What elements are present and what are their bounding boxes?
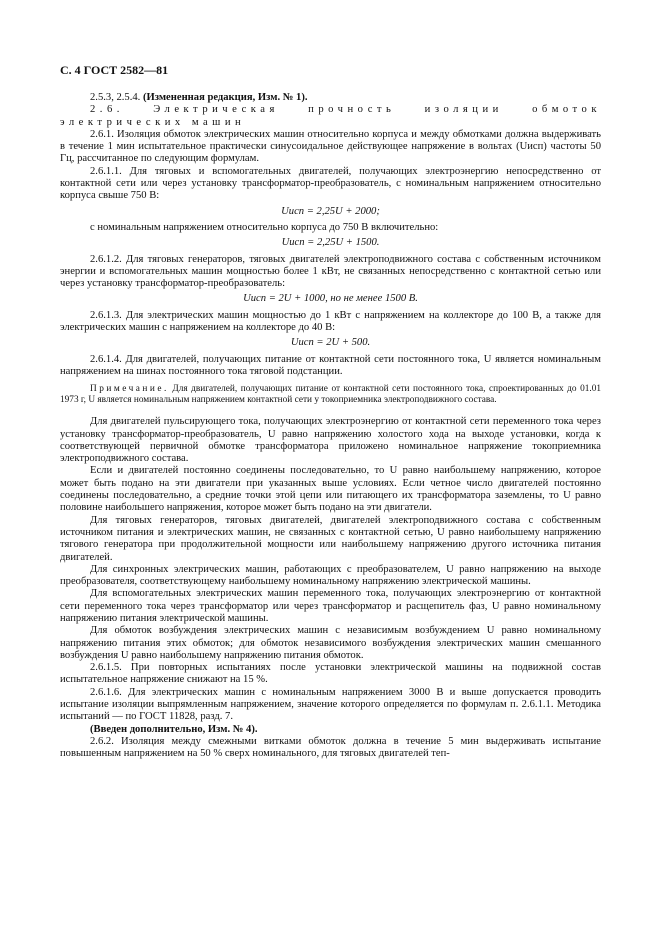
paragraph-auxiliary-machines: Для вспомогательных электрических машин переменного тока, получающих электроэнергию от контактной сети переменного тока через трансформатор или через трансформатор и расщепитель фаз, U равно номинальному напряжению питания электрической машины. (60, 588, 601, 624)
paragraph-2-6-1-1-cont: с номинальным напряжением относительно корпуса до 750 В включительно: (90, 221, 439, 233)
paragraph-2-6-1-6: 2.6.1.6. Для электрических машин с номинальным напряжением 3000 В и выше допускается проводить испытание изоляции выпрямленным напряжением, значение которого определяется по формулам п. 2.6.1.1. Методика испытаний — по ГОСТ 11828, разд. 7. (60, 686, 601, 723)
paragraph-2-6-1-5: 2.6.1.5. При повторных испытаниях после установки электрической машины на подвижной состав испытательное напряжение снижают на 15 %. (60, 662, 601, 686)
note-label: Примечание. (90, 384, 169, 395)
paragraph-2-6-1-4: 2.6.1.4. Для двигателей, получающих питание от контактной сети постоянного тока, U является номинальным напряжением на шинах постоянного тока тяговой подстанции. (60, 353, 601, 377)
paragraph-series-connection: Если и двигателей постоянно соединены последовательно, то U равно наибольшему напряжению, которое может быть подано на эти двигатели при указанных выше условиях. Если четное число двигателей постоянно соединены последовательно, а средние точки этой цепи или питающего их трансформатора заземлены, то U равно половине наибольшего напряжения, которое может быть подано на эти двигатели. (60, 465, 601, 514)
amendment-note-4: (Введен дополнительно, Изм. № 4). (90, 723, 258, 735)
formula-1: Uисп = 2,25U + 2000; (281, 205, 380, 217)
paragraph-2-6-1-1: 2.6.1.1. Для тяговых и вспомогательных двигателей, получающих электроэнергию непосредственно от контактной сети или через установку трансформатор-преобразователь, с номинальным напряжением относительно корпуса свыше 750 В: (60, 165, 601, 202)
page-header: С. 4 ГОСТ 2582—81 (60, 63, 169, 77)
formula-4: Uисп = 2U + 500. (290, 337, 371, 349)
paragraph-synchronous-machines: Для синхронных электрических машин, работающих с преобразователем, U равно напряжению на выходе преобразователя, соответствующему наибольшему номинальному напряжению электрической машины. (60, 563, 601, 588)
paragraph-pulsating-current: Для двигателей пульсирующего тока, получающих электроэнергию от контактной сети переменного тока через установку трансформатор-преобразователь, U равно напряжению холостого хода на выходе установки, когда к соответствующей первичной обмотке трансформатора приложено номинальное напряжение токоприемника электроподвижного состава. (60, 416, 601, 465)
paragraph-2-6-1-2: 2.6.1.2. Для тяговых генераторов, тяговых двигателей электроподвижного состава с собственным источником энергии и вспомогательных машин мощностью более 1 кВт, не связанных непосредственно с контактной сетью или через установку трансформатор-преобразователь: (60, 253, 601, 290)
paragraph-traction-generators: Для тяговых генераторов, тяговых двигателей, двигателей электроподвижного состава с собственным источником питания и электрических машин, не связанных с контактной сетью, U равно наибольшему напряжению тягового генератора при продолжительной мощности или наибольшему напряжению другого источника питания двигателей. (60, 514, 601, 563)
paragraph-2-5-3-number: 2.5.3, 2.5.4. (90, 92, 143, 103)
paragraph-2-6-1-3: 2.6.1.3. Для электрических машин мощностью до 1 кВт с напряжением на коллекторе до 100 В, а также для электрических машин с напряжением на коллекторе до 40 В: (60, 309, 601, 334)
note-text: Для двигателей, получающих питание от контактной сети постоянного тока, спроектированных до 01.01 1973 г, U является номинальным напряжением контактной сети у токоприемника электроподвижного состава. (60, 384, 601, 406)
note (60, 384, 601, 406)
formula-2: Uисп = 2,25U + 1500. (281, 237, 380, 249)
paragraph-2-6-2: 2.6.2. Изоляция между смежными витками обмоток должна в течение 5 мин выдерживать испытание повышенным напряжением на 50 % сверх номинального, для тяговых двигателей теп- (60, 735, 601, 760)
section-2-6-title: 2.6. Электрическая прочность изоляции обмоток электрических машин (60, 104, 601, 128)
amendment-note-1: (Измененная редакция, Изм. № 1). (142, 92, 308, 103)
paragraph-2-5-3 (60, 92, 601, 104)
paragraph-excitation-windings: Для обмоток возбуждения электрических машин с независимым возбуждением U равно номинальному напряжению питания этих обмоток; для обмоток независимого возбуждения электрических машин смешанного возбуждения U равно наибольшему напряжению питания обмоток. (60, 625, 601, 661)
formula-3: Uисп = 2U + 1000, но не менее 1500 В. (243, 293, 418, 305)
paragraph-2-6-1: 2.6.1. Изоляция обмоток электрических машин относительно корпуса и между обмотками должна выдерживать в течение 1 мин испытательное практически синусоидальное действующее напряжение в вольтах (Uисп) частоты 50 Гц, рассчитанное по следующим формулам. (60, 128, 601, 165)
document-body (60, 92, 601, 761)
